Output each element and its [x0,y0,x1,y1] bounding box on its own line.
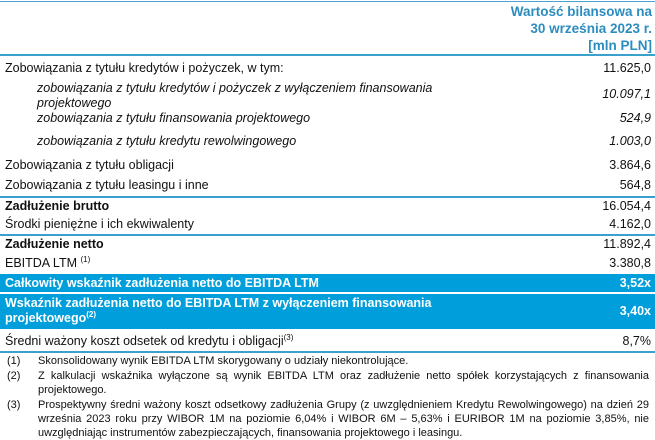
table-row-net-debt [0,235,655,253]
table-row-loans-excl-project [0,79,655,111]
label-text: Wskaźnik zadłużenia netto do EBITDA LTM z wyłączeniem finansowania projektowego [5,296,432,325]
row-label: zobowiązania z tytułu finansowania projektowego [37,111,311,125]
row-value: 11.625,0 [603,61,651,75]
table-row-loans-total [0,59,655,77]
row-label: Całkowity wskaźnik zadłużenia netto do EBITDA LTM [5,276,319,290]
row-value: 3.380,8 [609,256,651,270]
row-value: 3,40x [619,304,651,318]
row-value: 10.097,1 [602,87,651,101]
label-text: Średni ważony koszt odsetek od kredytu i obligacji [5,334,284,348]
footnote-number: (1) [7,355,21,367]
row-label: Zobowiązania z tytułu kredytów i pożyczek, w tym: [5,61,284,75]
row-label [5,334,293,348]
footnote-number: (3) [7,399,21,411]
table-row-ebitda [0,254,655,272]
row-label: Zobowiązania z tytułu obligacji [5,158,174,172]
footnote-number: (2) [7,370,21,382]
row-label: Środki pieniężne i ich ekwiwalenty [5,217,194,231]
column-header [392,3,652,54]
row-value: 8,7% [622,334,651,348]
header-rule [0,54,655,56]
row-value: 4.162,0 [609,217,651,231]
header-line-3: [mln PLN] [588,38,652,53]
row-value: 3.864,6 [609,158,651,172]
table-row-leasing [0,176,655,194]
table-row-gross-debt [0,197,655,215]
row-value: 11.892,4 [603,237,651,251]
row-label [5,256,90,270]
footer-rule [0,351,655,353]
row-label: Zadłużenie brutto [5,199,110,213]
footnote-text: Prospektywny średni ważony koszt odsetkowy zadłużenia Grupy (z uwzględnieniem Kredytu Rewolwingowego) na dzień 29 września 2023 roku przy WIBOR 1M na poziomie 6,04% i WIBOR 6M – 5,63% i EURIBOR 1M na poziomie 3,85%, nie uwzględniając instrumentów zabezpieczających, finansowania projektowego i leasingu. [38,399,649,439]
header-line-2: 30 września 2023 r. [530,21,652,36]
row-label: zobowiązania z tytułu kredytów i pożyczek z wyłączeniem finansowania projektowego [37,81,433,110]
label-text: EBITDA LTM [5,256,78,270]
table-row-cash [0,215,655,233]
footnote-text: Skonsolidowany wynik EBITDA LTM skorygowany o udziały niekontrolujące. [38,355,409,367]
row-label: Zobowiązania z tytułu leasingu i inne [5,178,209,192]
row-label: Zadłużenie netto [5,237,104,251]
table-row-total-leverage [0,274,655,292]
row-label [5,296,475,326]
table-row-revolving-credit [0,132,655,150]
table-row-bonds [0,156,655,174]
header-line-1: Wartość bilansowa na [510,4,652,19]
row-value: 1.003,0 [609,134,651,148]
row-value: 16.054,4 [602,199,651,213]
table-row-leverage-excl-project [0,294,655,329]
footnote-ref: (1) [80,254,91,264]
footnote-ref: (2) [86,309,97,319]
row-label: zobowiązania z tytułu kredytu rewolwingowego [37,134,297,148]
table-row-project-financing [0,109,655,127]
row-value: 564,8 [619,178,651,192]
footnote-text: Z kalkulacji wskaźnika wyłączone są wynik EBITDA LTM oraz zadłużenie netto spółek korzystających z finansowania projektowego. [38,370,649,396]
row-value: 3,52x [619,276,651,290]
footnote-ref: (3) [283,332,294,342]
table-row-avg-interest-cost [0,332,655,350]
top-border [0,1,655,2]
row-value: 524,9 [619,111,651,125]
